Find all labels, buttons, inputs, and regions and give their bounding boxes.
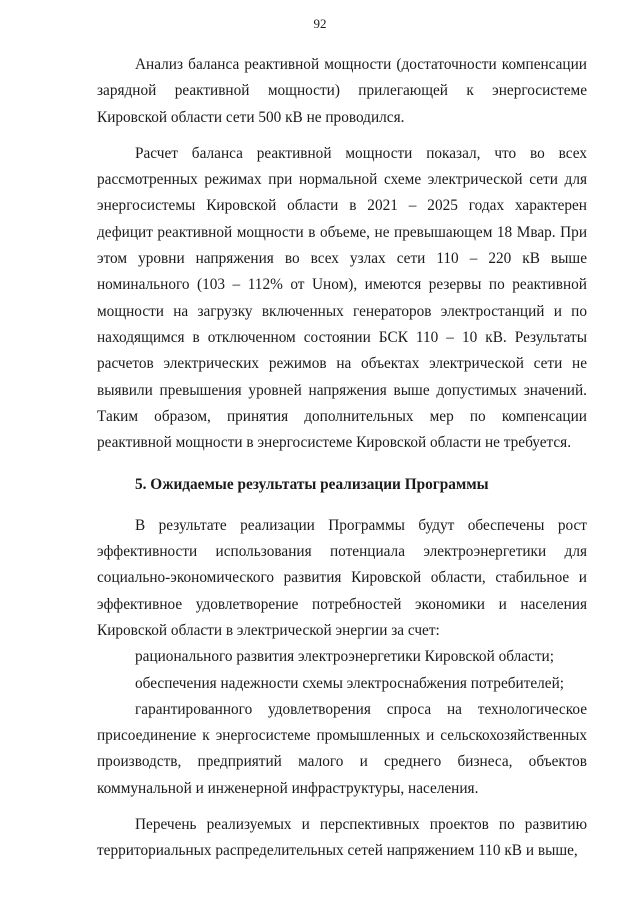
paragraph-program-results: В результате реализации Программы будут обеспечены рост эффективности использования потенциала электроэнергетики для социально-экономического развития Кировской области, стабильное и эффективное удовлетворение потребностей экономики и населения Кировской области в электрической энергии за счет: [97,516,587,639]
paragraph-reactive-balance-analysis: Анализ баланса реактивной мощности (достаточности компенсации зарядной реактивной мощности) прилегающей к энергосистеме Кировской области сети 500 кВ не проводился. [97,56,587,126]
list-item-reliability: обеспечения надежности схемы электроснабжения потребителей; [135,674,565,692]
paragraph-project-list: Перечень реализуемых и перспективных проектов по развитию территориальных распределительных сетей напряжением 110 кВ и выше, [97,816,587,860]
page-number: 92 [313,16,327,31]
paragraph-reactive-balance-result: Расчет баланса реактивной мощности показал, что во всех рассмотренных режимах при нормальной схеме электрической сети для энергосистемы Кировской области в 2021 – 2025 годах характерен дефицит реактивной мощности в объеме, не превышающем 18 Мвар. При этом уровни напряжения во всех узлах сети 110 – 220 кВ выше номинального (103 – 112% от Uном), имеются резервы по реактивной мощности на загрузку включенных генераторов электростанций и по находящимся в отключенном состоянии БСК 110 – 10 кВ. Результаты расчетов электрических режимов на объектах электрической сети не выявили превышения уровней напряжения выше допустимых значений. Таким образом, принятия дополнительных мер по компенсации реактивной мощности в энергосистеме Кировской области не требуется. [97,144,587,452]
list-item-rational-development: рационального развития электроэнергетики Кировской области; [135,648,554,666]
page-body [97,52,587,865]
section-heading: 5. Ожидаемые результаты реализации Программы [135,476,489,494]
list-item-guaranteed-connection: гарантированного удовлетворения спроса на технологическое присоединение к энергосистеме промышленных и сельскохозяйственных производств, предприятий малого и среднего бизнеса, объектов коммунальной и инженерной инфраструктуры, населения. [97,700,587,797]
